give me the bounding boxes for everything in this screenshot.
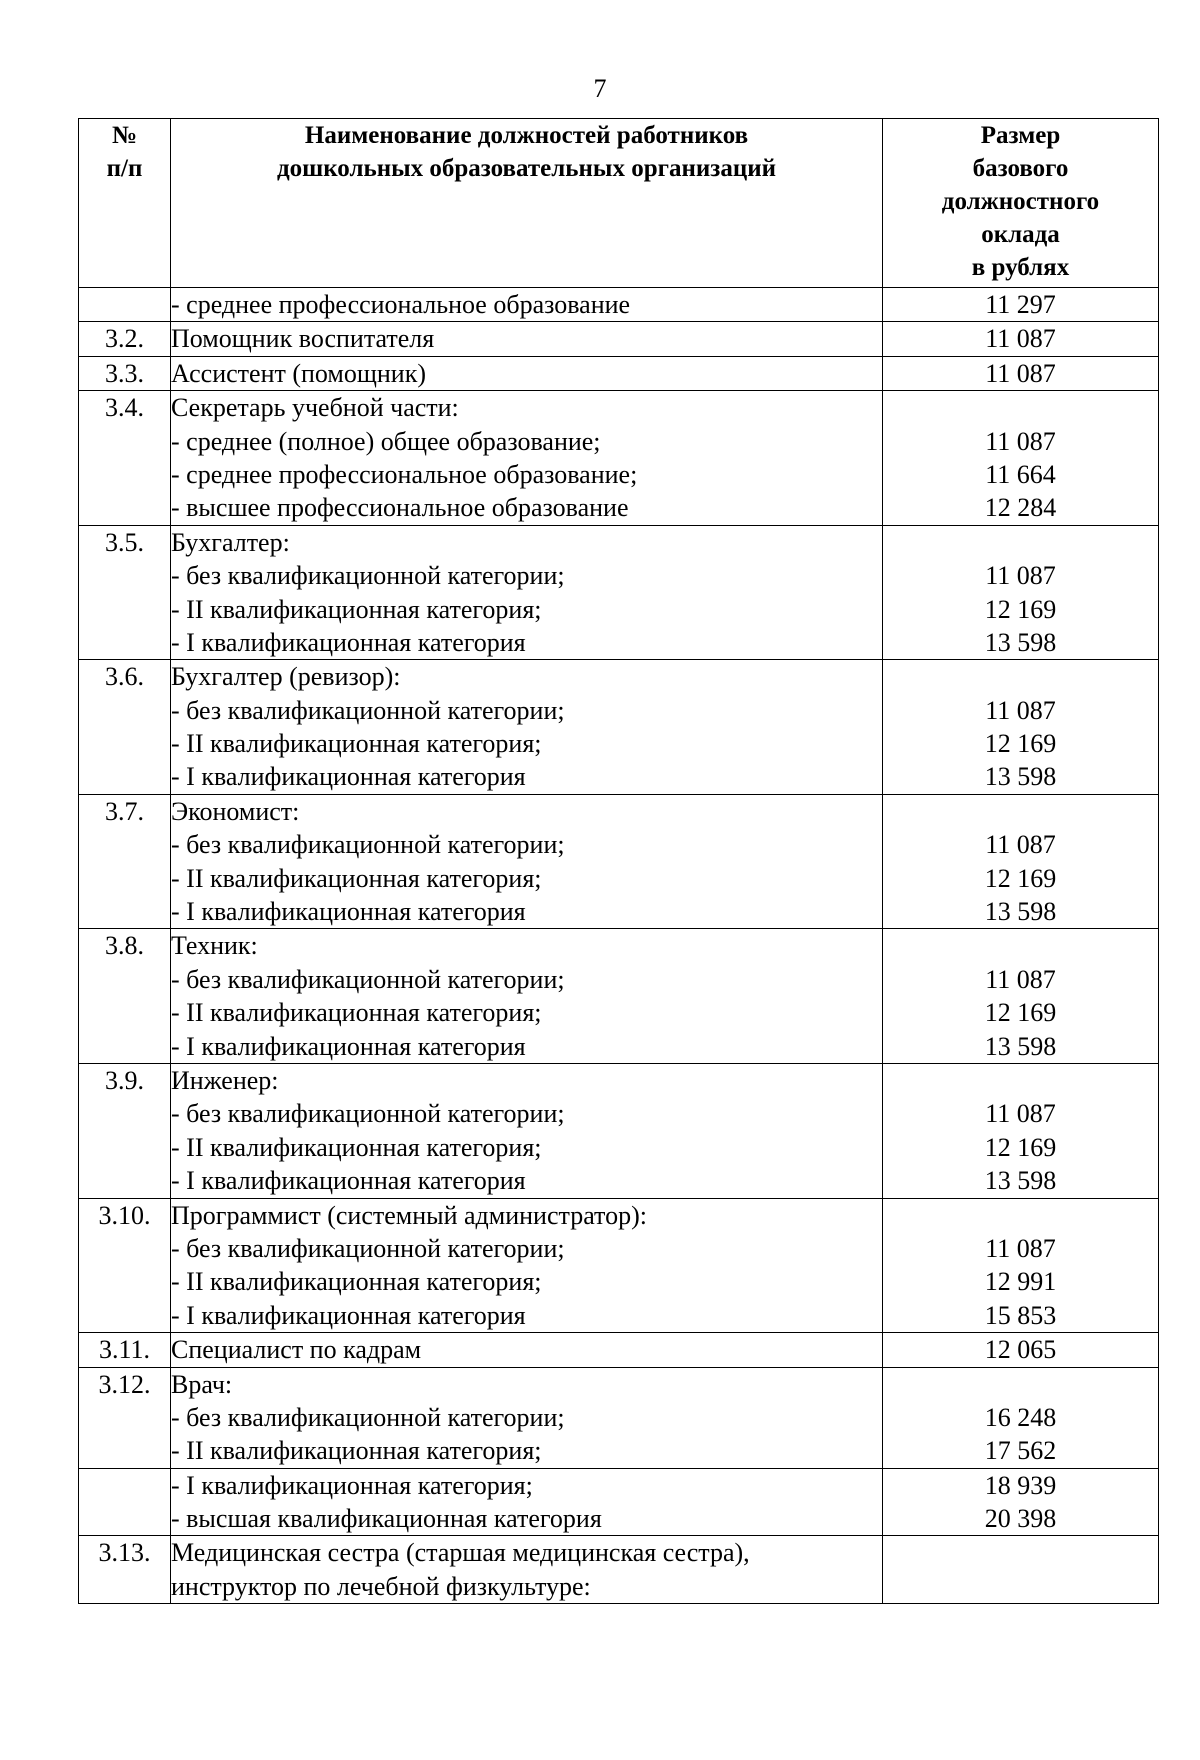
position-line: Медицинская сестра (старшая медицинская сестра), — [171, 1538, 750, 1568]
salary-value — [883, 322, 1159, 356]
salary-line: 13 598 — [984, 897, 1057, 927]
salary-line: 17 562 — [984, 1436, 1057, 1466]
position-line: - II квалификационная категория; — [171, 1436, 542, 1466]
row-number — [79, 1063, 171, 1198]
table-header-row — [79, 119, 1159, 288]
row-number — [79, 1536, 171, 1604]
salary-line: 12 169 — [984, 1132, 1057, 1162]
position-line: Специалист по кадрам — [171, 1335, 422, 1365]
position-name — [171, 1333, 883, 1367]
position-line: - I квалификационная категория — [171, 897, 526, 927]
table-row — [79, 1536, 1159, 1604]
salary-line — [883, 1199, 1158, 1232]
row-number — [79, 1198, 171, 1333]
row-number — [79, 794, 171, 929]
table-row — [79, 391, 1159, 526]
position-line: - II квалификационная категория; — [171, 729, 542, 759]
salary-line — [883, 526, 1158, 559]
salary-line: 12 284 — [984, 493, 1057, 523]
page-number: 7 — [593, 74, 607, 103]
row-number — [79, 288, 171, 322]
salary-value — [883, 1468, 1159, 1536]
salary-line — [883, 660, 1158, 693]
row-number — [79, 660, 171, 795]
row-number — [79, 1468, 171, 1536]
salary-value — [883, 929, 1159, 1064]
position-line: - I квалификационная категория — [171, 1031, 526, 1061]
position-name — [171, 660, 883, 795]
row-number-text: 3.10. — [98, 1200, 151, 1230]
row-number-text: 3.13. — [98, 1538, 151, 1568]
position-name — [171, 391, 883, 526]
salary-value — [883, 1063, 1159, 1198]
salary-value — [883, 1536, 1159, 1604]
row-number-text: 3.5. — [105, 527, 144, 557]
row-number — [79, 391, 171, 526]
salary-line: 11 297 — [985, 290, 1056, 319]
salary-value — [883, 391, 1159, 526]
row-number — [79, 322, 171, 356]
salary-line: 11 087 — [985, 324, 1056, 354]
position-line: Ассистент (помощник) — [171, 358, 427, 388]
salary-line: 11 087 — [985, 1233, 1056, 1263]
salary-line: 12 169 — [984, 594, 1057, 624]
position-line: Техник: — [171, 931, 258, 961]
table-body — [79, 288, 1159, 1604]
table-row — [79, 322, 1159, 356]
row-number-text: 3.12. — [98, 1369, 151, 1399]
row-number — [79, 1333, 171, 1367]
salary-line: 12 065 — [984, 1335, 1057, 1365]
header-salary: Размер базового должностного оклада в рублях — [883, 119, 1159, 288]
row-number-text: 3.3. — [105, 358, 144, 388]
salary-line — [883, 1368, 1158, 1401]
salary-value — [883, 525, 1159, 660]
position-line: - без квалификационной категории; — [171, 1099, 565, 1129]
position-line: - без квалификационной категории; — [171, 964, 565, 994]
row-number — [79, 356, 171, 390]
position-line: Секретарь учебной части: — [171, 393, 459, 423]
table-row — [79, 356, 1159, 390]
position-line: - без квалификационной категории; — [171, 1402, 565, 1432]
position-name — [171, 1063, 883, 1198]
position-line: - без квалификационной категории; — [171, 695, 565, 725]
row-number-text: 3.11. — [98, 1335, 151, 1365]
table-row — [79, 794, 1159, 929]
table-row — [79, 660, 1159, 795]
position-line: - I квалификационная категория; — [171, 1470, 533, 1500]
position-line: Экономист: — [171, 796, 300, 826]
salary-line — [883, 795, 1158, 828]
salary-line: 11 664 — [985, 459, 1056, 489]
salary-line: 12 169 — [984, 998, 1057, 1028]
row-number-text: 3.6. — [105, 662, 144, 692]
position-line: - без квалификационной категории; — [171, 561, 565, 591]
header-position-name: Наименование должностей работников дошкольных образовательных организаций — [171, 119, 883, 288]
table-row — [79, 1063, 1159, 1198]
position-line: - II квалификационная категория; — [171, 998, 542, 1028]
salary-line: 12 169 — [984, 863, 1057, 893]
salary-line: 20 398 — [984, 1504, 1057, 1534]
position-line: Бухгалтер (ревизор): — [171, 662, 401, 692]
salary-line: 13 598 — [984, 762, 1057, 792]
salary-line: 13 598 — [984, 1166, 1057, 1196]
position-line: Бухгалтер: — [171, 527, 290, 557]
position-name — [171, 356, 883, 390]
table-row — [79, 288, 1159, 322]
position-line: Помощник воспитателя — [171, 324, 435, 354]
table-row — [79, 525, 1159, 660]
position-line: инструктор по лечебной физкультуре: — [171, 1571, 591, 1601]
salary-line: 11 087 — [985, 358, 1056, 388]
salary-line — [883, 391, 1158, 424]
row-number-text — [79, 288, 170, 321]
position-line: - II квалификационная категория; — [171, 1132, 542, 1162]
position-line: Инженер: — [171, 1065, 279, 1095]
position-line: - высшее профессиональное образование — [171, 493, 629, 523]
row-number-text: 3.7. — [105, 796, 144, 826]
salary-line: 11 087 — [985, 1099, 1056, 1129]
salary-line — [883, 1570, 1158, 1603]
header-number: № п/п — [79, 119, 171, 288]
position-name — [171, 525, 883, 660]
salary-line: 11 087 — [985, 964, 1056, 994]
salary-line: 11 087 — [985, 426, 1056, 456]
position-line: - высшая квалификационная категория — [171, 1504, 602, 1534]
position-line: - I квалификационная категория — [171, 627, 526, 657]
salary-value — [883, 660, 1159, 795]
position-line: Врач: — [171, 1369, 233, 1399]
position-name — [171, 1198, 883, 1333]
salary-line: 18 939 — [984, 1470, 1057, 1500]
position-line: - I квалификационная категория — [171, 762, 526, 792]
salary-line — [883, 1536, 1158, 1569]
position-line: - II квалификационная категория; — [171, 594, 542, 624]
row-number-text: 3.4. — [105, 393, 144, 423]
salary-line: 13 598 — [984, 1031, 1057, 1061]
row-number-text: 3.2. — [105, 324, 144, 354]
salary-line: 12 169 — [984, 729, 1057, 759]
salary-line: 16 248 — [984, 1402, 1057, 1432]
position-line: - без квалификационной категории; — [171, 830, 565, 860]
table-row — [79, 1333, 1159, 1367]
salary-line: 12 991 — [984, 1267, 1057, 1297]
position-line: Программист (системный администратор): — [171, 1200, 647, 1230]
position-line: - среднее профессиональное образование; — [171, 459, 638, 489]
table-row — [79, 1468, 1159, 1536]
position-name — [171, 794, 883, 929]
row-number — [79, 1367, 171, 1468]
salary-line — [883, 1064, 1158, 1097]
salary-value — [883, 288, 1159, 322]
salary-value — [883, 1367, 1159, 1468]
position-name — [171, 1536, 883, 1604]
salary-value — [883, 356, 1159, 390]
position-line: - II квалификационная категория; — [171, 1267, 542, 1297]
salary-line: 11 087 — [985, 561, 1056, 591]
salary-line: 11 087 — [985, 830, 1056, 860]
position-name — [171, 288, 883, 322]
position-line: - II квалификационная категория; — [171, 863, 542, 893]
position-line: - I квалификационная категория — [171, 1300, 526, 1330]
row-number-text — [79, 1469, 170, 1502]
position-line: - без квалификационной категории; — [171, 1233, 565, 1263]
salary-line — [883, 929, 1158, 962]
table-row — [79, 1198, 1159, 1333]
salary-value — [883, 794, 1159, 929]
salary-table — [78, 118, 1159, 1604]
position-line: - I квалификационная категория — [171, 1166, 526, 1196]
row-number-text: 3.9. — [105, 1065, 144, 1095]
row-number-text: 3.8. — [105, 931, 144, 961]
position-line: - среднее профессиональное образование — [171, 290, 631, 319]
position-name — [171, 929, 883, 1064]
row-number — [79, 929, 171, 1064]
position-name — [171, 322, 883, 356]
row-number — [79, 525, 171, 660]
position-name — [171, 1468, 883, 1536]
salary-value — [883, 1333, 1159, 1367]
salary-value — [883, 1198, 1159, 1333]
table-row — [79, 929, 1159, 1064]
salary-line: 13 598 — [984, 627, 1057, 657]
table-row — [79, 1367, 1159, 1468]
salary-line: 11 087 — [985, 695, 1056, 725]
position-line: - среднее (полное) общее образование; — [171, 426, 601, 456]
position-name — [171, 1367, 883, 1468]
salary-line: 15 853 — [984, 1300, 1057, 1330]
